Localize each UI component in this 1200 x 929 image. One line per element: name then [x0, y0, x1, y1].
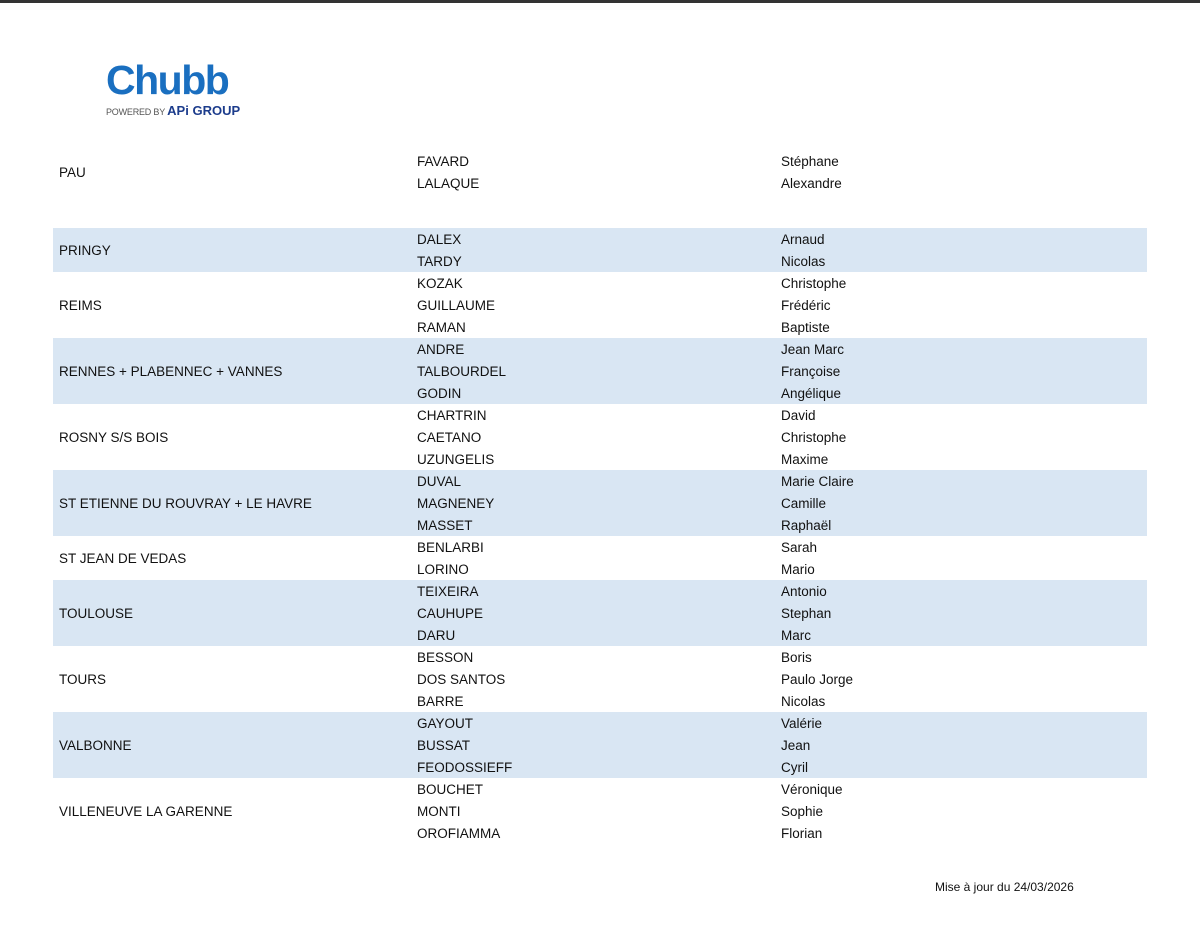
table-row — [417, 558, 1147, 580]
table-row — [417, 316, 1147, 338]
site-name: ST JEAN DE VEDAS — [59, 550, 187, 566]
first-name: Sophie — [781, 803, 824, 819]
site-group — [53, 536, 1147, 580]
site-group — [53, 404, 1147, 470]
first-name: Marie Claire — [781, 473, 854, 489]
update-date: Mise à jour du 24/03/2026 — [935, 880, 1074, 894]
site-name: PAU — [59, 165, 86, 180]
table-row — [417, 470, 1147, 492]
site-name: RENNES + PLABENNEC + VANNES — [59, 363, 283, 379]
first-name: Jean — [781, 737, 811, 753]
table-row — [417, 150, 1147, 172]
table-row — [417, 404, 1147, 426]
table-row — [417, 492, 1147, 514]
site-name: ROSNY S/S BOIS — [59, 429, 169, 445]
table-row — [417, 272, 1147, 294]
first-name: Mario — [781, 561, 815, 577]
first-name: Sarah — [781, 539, 818, 555]
last-name: GAYOUT — [417, 715, 474, 731]
first-name: Baptiste — [781, 319, 830, 335]
first-name: Véronique — [781, 781, 843, 797]
last-name: MASSET — [417, 517, 473, 533]
table-row — [417, 172, 1147, 194]
last-name: FAVARD — [417, 153, 470, 169]
first-name: Nicolas — [781, 253, 826, 269]
first-name: Stephan — [781, 605, 832, 621]
table-row — [417, 514, 1147, 536]
table-row — [417, 690, 1147, 712]
last-name: MONTI — [417, 803, 461, 819]
table-row — [417, 228, 1147, 250]
site-name: TOURS — [59, 671, 107, 687]
table-row — [417, 602, 1147, 624]
first-name: Florian — [781, 825, 823, 841]
first-name: Antonio — [781, 583, 827, 599]
first-name: Angélique — [781, 385, 842, 401]
site-name: VILLENEUVE LA GARENNE — [59, 803, 233, 819]
site-group — [53, 712, 1147, 778]
first-name: Raphaël — [781, 517, 832, 533]
last-name: BOUCHET — [417, 781, 484, 797]
site-group — [53, 778, 1147, 844]
first-name: Paulo Jorge — [781, 671, 854, 687]
table-row — [417, 294, 1147, 316]
table-row — [417, 712, 1147, 734]
first-name: Jean Marc — [781, 341, 845, 357]
first-name: Christophe — [781, 275, 847, 291]
last-name: MAGNENEY — [417, 495, 495, 511]
site-name: REIMS — [59, 297, 102, 313]
site-name: TOULOUSE — [59, 605, 134, 621]
first-name: Camille — [781, 495, 827, 511]
last-name: BARRE — [417, 693, 464, 709]
site-name: PRINGY — [59, 242, 111, 258]
site-group — [53, 470, 1147, 536]
first-name: Arnaud — [781, 231, 825, 247]
first-name: David — [781, 407, 816, 423]
last-name: RAMAN — [417, 319, 466, 335]
last-name: CHARTRIN — [417, 407, 487, 423]
table-row — [417, 668, 1147, 690]
first-name: Valérie — [781, 715, 823, 731]
table-row — [417, 250, 1147, 272]
last-name: FEODOSSIEFF — [417, 759, 513, 775]
table-row — [417, 360, 1147, 382]
logo-group: APi GROUP — [167, 103, 241, 118]
first-name: Marc — [781, 627, 811, 643]
table-row — [417, 756, 1147, 778]
first-name: Alexandre — [781, 175, 842, 191]
contacts-table — [53, 150, 1147, 844]
last-name: ANDRE — [417, 341, 465, 357]
logo-powered-by: POWERED BY — [106, 107, 165, 117]
site-name: ST ETIENNE DU ROUVRAY + LE HAVRE — [59, 495, 312, 511]
logo-brand: Chubb — [106, 57, 229, 103]
first-name: Cyril — [781, 759, 808, 775]
table-row — [417, 536, 1147, 558]
site-group — [53, 272, 1147, 338]
first-name: Maxime — [781, 451, 829, 467]
last-name: UZUNGELIS — [417, 451, 495, 467]
last-name: BENLARBI — [417, 539, 484, 555]
last-name: DOS SANTOS — [417, 671, 506, 687]
site-group — [53, 338, 1147, 404]
last-name: GUILLAUME — [417, 297, 496, 313]
site-name: VALBONNE — [59, 737, 132, 753]
last-name: DUVAL — [417, 473, 462, 489]
first-name: Christophe — [781, 429, 847, 445]
last-name: KOZAK — [417, 275, 463, 291]
table-row — [417, 426, 1147, 448]
last-name: CAUHUPE — [417, 605, 484, 621]
table-row — [417, 734, 1147, 756]
last-name: LALAQUE — [417, 175, 480, 191]
last-name: BESSON — [417, 649, 474, 665]
last-name: LORINO — [417, 561, 469, 577]
table-row — [417, 778, 1147, 800]
table-row — [417, 580, 1147, 602]
table-row — [417, 382, 1147, 404]
first-name: Frédéric — [781, 297, 831, 313]
table-row — [417, 822, 1147, 844]
first-name: Françoise — [781, 363, 841, 379]
table-row — [417, 646, 1147, 668]
table-row — [417, 448, 1147, 470]
first-name: Stéphane — [781, 153, 839, 169]
site-group — [53, 580, 1147, 646]
first-name: Boris — [781, 649, 812, 665]
site-group — [53, 150, 1147, 228]
table-row — [417, 338, 1147, 360]
last-name: DALEX — [417, 231, 462, 247]
last-name: BUSSAT — [417, 737, 471, 753]
first-name: Nicolas — [781, 693, 826, 709]
last-name: TARDY — [417, 253, 462, 269]
table-row — [417, 624, 1147, 646]
chubb-logo — [106, 59, 240, 118]
table-row — [417, 800, 1147, 822]
site-group — [53, 228, 1147, 272]
logo-tagline — [106, 103, 240, 118]
site-group — [53, 646, 1147, 712]
last-name: CAETANO — [417, 429, 482, 445]
last-name: TEIXEIRA — [417, 583, 479, 599]
last-name: DARU — [417, 627, 456, 643]
last-name: TALBOURDEL — [417, 363, 507, 379]
last-name: OROFIAMMA — [417, 825, 501, 841]
last-name: GODIN — [417, 385, 462, 401]
